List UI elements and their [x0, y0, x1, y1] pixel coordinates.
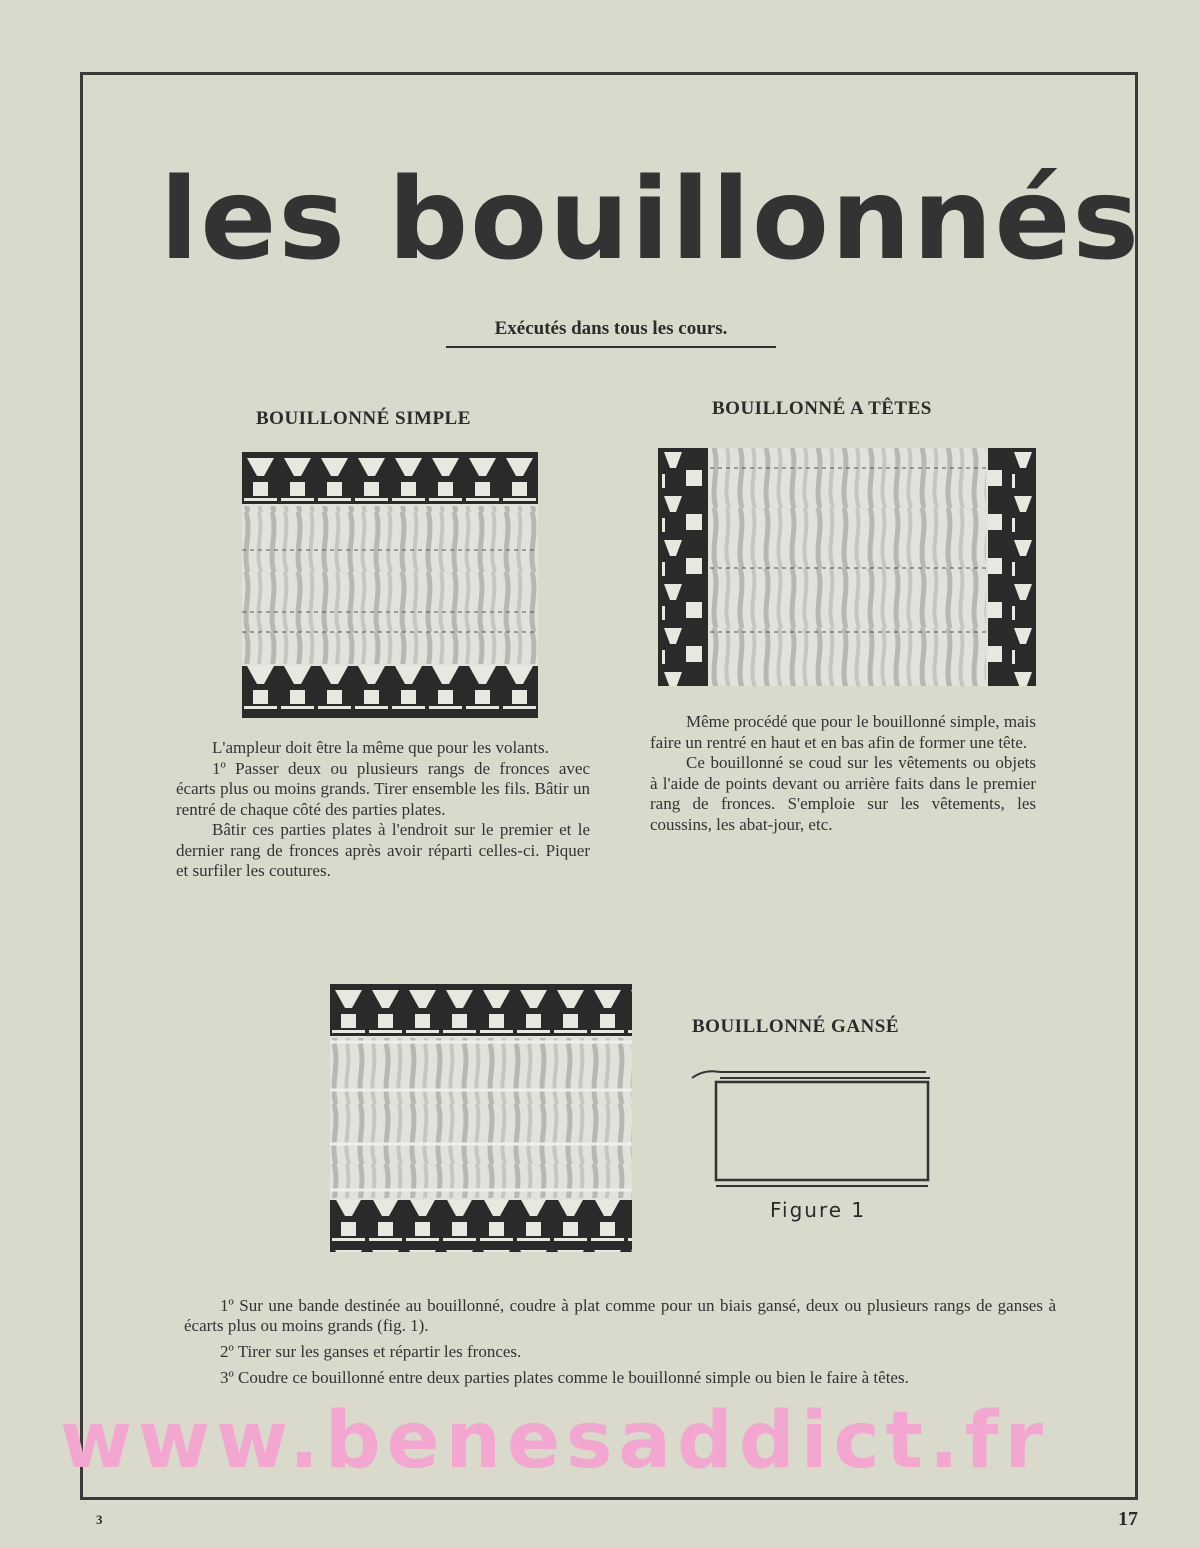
swatch-simple-illustration	[242, 452, 538, 718]
swatch-ganse-illustration	[330, 984, 632, 1252]
heading-simple: BOUILLONNÉ SIMPLE	[256, 408, 471, 429]
text-ganse	[184, 1296, 1056, 1388]
heading-ganse: BOUILLONNÉ GANSÉ	[692, 1016, 900, 1037]
text-tetes-p1: Même procédé que pour le bouillonné simple, mais faire un rentré en haut et en bas afin de former une tête.	[650, 712, 1036, 752]
page-subtitle: Exécutés dans tous les cours.	[494, 318, 728, 339]
figure-1-diagram	[690, 1064, 940, 1194]
text-ganse-p3: 3º Coudre ce bouillonné entre deux parties plates comme le bouillonné simple ou bien le faire à têtes.	[220, 1368, 909, 1387]
page-number-right: 17	[1118, 1508, 1138, 1530]
text-tetes-p2: Ce bouillonné se coud sur les vêtements ou objets à l'aide de points devant ou arrière faits dans le premier rang de fronces. S'emploie sur les vêtements, les coussins, les abat-jour, etc.	[650, 753, 1036, 834]
page-title: les bouillonnés	[160, 155, 1142, 285]
subtitle-underline	[446, 346, 776, 348]
heading-tetes: BOUILLONNÉ A TÊTES	[712, 398, 932, 419]
page-number-left: 3	[96, 1512, 103, 1527]
text-ganse-p2: 2º Tirer sur les ganses et répartir les fronces.	[220, 1342, 522, 1361]
swatch-tetes-illustration	[658, 448, 1036, 686]
text-simple	[176, 738, 590, 882]
text-simple-p1: L'ampleur doit être la même que pour les volants.	[212, 738, 549, 757]
text-simple-p2: 1º Passer deux ou plusieurs rangs de fronces avec écarts plus ou moins grands. Tirer ensemble les fils. Bâtir un rentré de chaque côté des parties plates.	[176, 758, 590, 819]
watermark-url: www.benesaddict.fr	[60, 1396, 1050, 1486]
text-tetes	[650, 712, 1036, 835]
figure-1-caption: Figure 1	[770, 1198, 867, 1222]
text-ganse-p1: 1º Sur une bande destinée au bouillonné, coudre à plat comme pour un biais gansé, deux ou plusieurs rangs de ganses à écarts plus ou moins grands (fig. 1).	[184, 1296, 1056, 1335]
text-simple-p3: Bâtir ces parties plates à l'endroit sur le premier et le dernier rang de fronces après avoir réparti celles-ci. Piquer et surfiler les coutures.	[176, 820, 590, 880]
